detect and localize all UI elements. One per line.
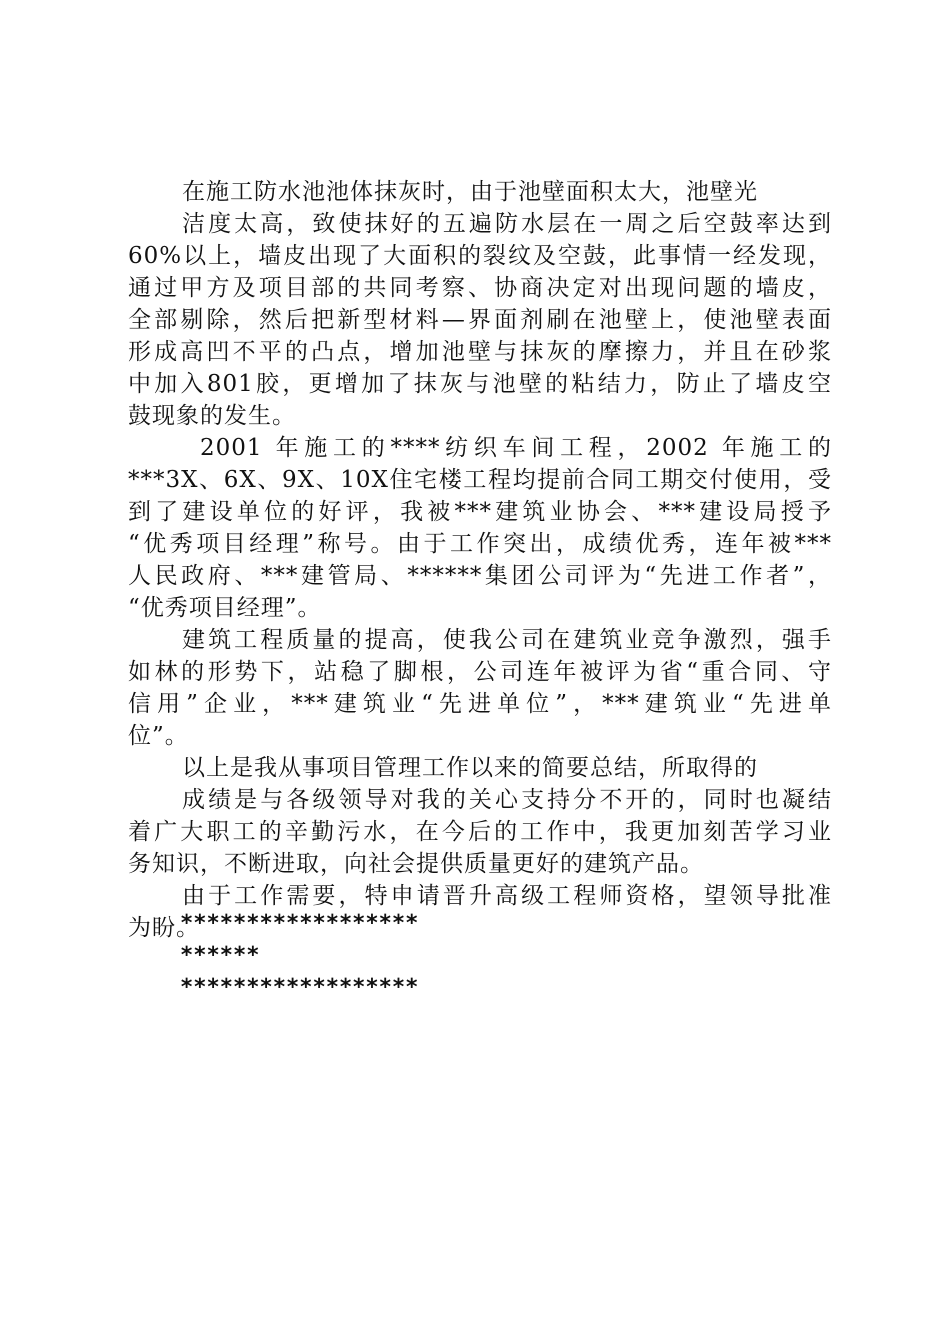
paragraph-line: 信用”企业，***建筑业“先进单位”，***建筑业“先进单 xyxy=(128,691,832,717)
paragraph-line: 2001 年施工的****纺织车间工程，2002 年施工的 xyxy=(200,435,832,461)
paragraph-line: “优秀项目经理”称号。由于工作突出，成绩优秀，连年被*** xyxy=(128,531,832,557)
paragraph-line: 中加入801胶，更增加了抹灰与池壁的粘结力，防止了墙皮空 xyxy=(128,371,832,397)
paragraph-line: ***3X、6X、9X、10X住宅楼工程均提前合同工期交付使用，受 xyxy=(128,467,832,493)
paragraph-line: 着广大职工的辛勤污水，在今后的工作中，我更加刻苦学习业 xyxy=(128,819,832,845)
signature-line: ****** xyxy=(180,943,260,968)
paragraph-line: 到了建设单位的好评，我被***建筑业协会、***建设局授予 xyxy=(128,499,832,525)
document-body xyxy=(128,176,832,944)
paragraph-line: 鼓现象的发生。 xyxy=(128,403,296,429)
paragraph-line: 位”。 xyxy=(128,723,189,749)
paragraph-line: 洁度太高，致使抹好的五遍防水层在一周之后空鼓率达到 xyxy=(182,211,832,237)
paragraph-line: 全部剔除，然后把新型材料—界面剂刷在池壁上，使池壁表面 xyxy=(128,307,832,333)
paragraph-line: 通过甲方及项目部的共同考察、协商决定对出现问题的墙皮， xyxy=(128,275,832,301)
paragraph-line: 形成高凹不平的凸点，增加池壁与抹灰的摩擦力，并且在砂浆 xyxy=(128,339,832,365)
signature-line: ****************** xyxy=(180,911,419,936)
signature-line: ****************** xyxy=(180,975,419,1000)
paragraph-line: 60%以上，墙皮出现了大面积的裂纹及空鼓，此事情一经发现， xyxy=(128,243,832,269)
signature-block xyxy=(180,908,780,1004)
paragraph-line: “优秀项目经理”。 xyxy=(128,595,322,621)
paragraph-line: 人民政府、***建管局、******集团公司评为“先进工作者”， xyxy=(128,563,832,589)
paragraph-line: 在施工防水池池体抹灰时，由于池壁面积太大，池壁光 xyxy=(182,179,758,205)
paragraph-line: 以上是我从事项目管理工作以来的简要总结，所取得的 xyxy=(182,755,758,781)
paragraph-line: 为盼。 xyxy=(128,915,200,941)
paragraph-line: 建筑工程质量的提高，使我公司在建筑业竞争激烈，强手 xyxy=(182,627,832,653)
paragraph-line: 成绩是与各级领导对我的关心支持分不开的，同时也凝结 xyxy=(182,787,832,813)
paragraph-line: 如林的形势下，站稳了脚根，公司连年被评为省“重合同、守 xyxy=(128,659,832,685)
paragraph-line: 务知识，不断进取，向社会提供质量更好的建筑产品。 xyxy=(128,851,704,877)
paragraph-line: 由于工作需要，特申请晋升高级工程师资格，望领导批准 xyxy=(182,883,832,909)
